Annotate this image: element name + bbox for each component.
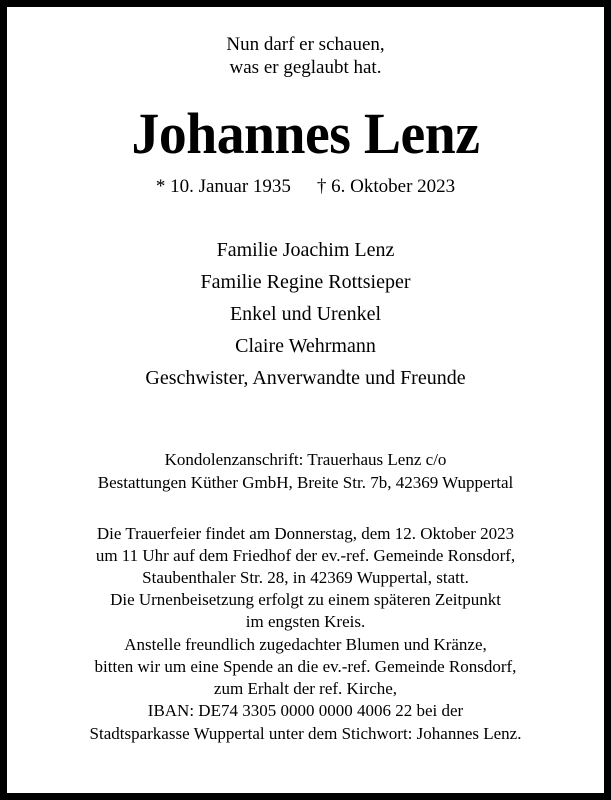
mourner-line: Familie Joachim Lenz [216, 239, 395, 261]
life-dates [7, 176, 604, 198]
death-date: 6. Oktober 2023 [331, 176, 456, 197]
ceremony-line: bitten wir um eine Spende an die ev.-ref. Gemeinde Ronsdorf, [94, 657, 517, 676]
ceremony-line: IBAN: DE74 3305 0000 0000 4006 22 bei der [147, 701, 464, 720]
motto-line-2: was er geglaubt hat. [229, 57, 382, 78]
birth-symbol: * [155, 176, 166, 197]
address-line: Kondolenzanschrift: Trauerhaus Lenz c/o [164, 450, 447, 469]
address-line: Bestattungen Küther GmbH, Breite Str. 7b, 42369 Wuppertal [97, 473, 514, 492]
mourner-line: Familie Regine Rottsieper [200, 271, 411, 293]
mourner-line: Enkel und Urenkel [229, 303, 382, 325]
ceremony-line: im engsten Kreis. [245, 612, 366, 631]
death-symbol: † [316, 176, 327, 197]
mourner-line: Geschwister, Anverwandte und Freunde [145, 367, 466, 389]
ceremony-line: um 11 Uhr auf dem Friedhof der ev.-ref. Gemeinde Ronsdorf, [95, 546, 516, 565]
mourner-line: Claire Wehrmann [235, 335, 376, 357]
ceremony-line: Die Trauerfeier findet am Donnerstag, dem 12. Oktober 2023 [96, 524, 515, 543]
ceremony-line: Stadtsparkasse Wuppertal unter dem Stichwort: Johannes Lenz. [89, 724, 522, 743]
birth-date: 10. Januar 1935 [170, 176, 291, 197]
ceremony-line: Staubenthaler Str. 28, in 42369 Wuppertal, statt. [142, 568, 469, 587]
ceremony-line: Die Urnenbeisetzung erfolgt zu einem späteren Zeitpunkt [110, 590, 501, 609]
ceremony-line: Anstelle freundlich zugedachter Blumen und Kränze, [124, 635, 487, 654]
motto-line-1: Nun darf er schauen, [226, 34, 385, 55]
ceremony-line: zum Erhalt der ref. Kirche, [213, 679, 398, 698]
deceased-name: Johannes Lenz [131, 101, 480, 166]
